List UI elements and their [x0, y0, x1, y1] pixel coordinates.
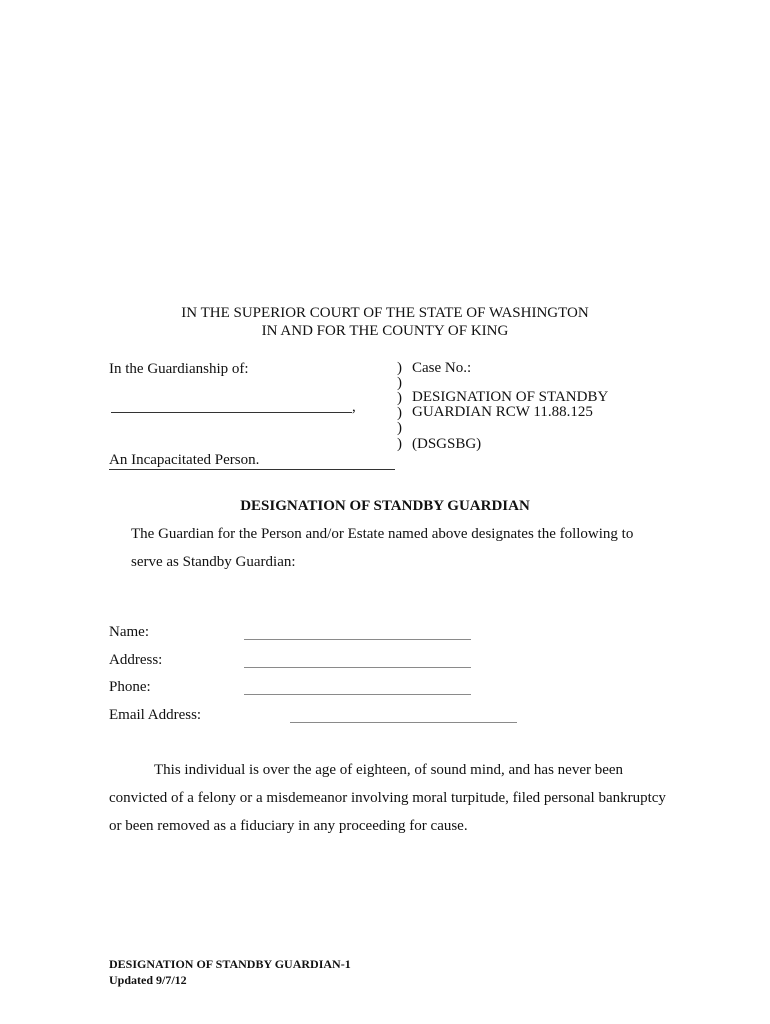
case-title-line-1: DESIGNATION OF STANDBY — [412, 389, 609, 405]
statement-line-3: or been removed as a fiduciary in any proceeding for cause. — [109, 818, 468, 834]
incapacitated-person-label: An Incapacitated Person. — [109, 452, 260, 468]
name-label: Name: — [109, 624, 149, 640]
intro-line-2: serve as Standby Guardian: — [131, 554, 296, 570]
case-number-label: Case No.: — [412, 360, 472, 376]
email-label: Email Address: — [109, 707, 202, 723]
caption-paren-3: ) — [397, 390, 402, 406]
intro-line-1: The Guardian for the Person and/or Estate named above designates the following to — [131, 526, 634, 542]
caption-paren-1: ) — [397, 360, 402, 376]
caption-paren-6: ) — [397, 436, 402, 452]
caption-bottom-rule — [109, 469, 395, 470]
caption-paren-4: ) — [397, 405, 402, 421]
document-heading: DESIGNATION OF STANDBY GUARDIAN — [240, 498, 530, 514]
court-name-line-1: IN THE SUPERIOR COURT OF THE STATE OF WASHINGTON — [181, 305, 589, 321]
ward-name-comma: , — [352, 399, 356, 415]
address-field-line[interactable] — [244, 667, 471, 668]
phone-field-line[interactable] — [244, 694, 471, 695]
form-code: (DSGSBG) — [412, 436, 482, 452]
footer-updated-date: Updated 9/7/12 — [109, 973, 187, 987]
court-name-line-2: IN AND FOR THE COUNTY OF KING — [261, 323, 509, 339]
ward-name-line — [111, 412, 352, 413]
phone-label: Phone: — [109, 679, 151, 695]
address-label: Address: — [109, 652, 163, 668]
caption-paren-5: ) — [397, 420, 402, 436]
footer-title: DESIGNATION OF STANDBY GUARDIAN-1 — [109, 957, 351, 971]
case-title-line-2: GUARDIAN RCW 11.88.125 — [412, 404, 593, 420]
email-field-line[interactable] — [290, 722, 517, 723]
statement-line-1: This individual is over the age of eighteen, of sound mind, and has never been — [154, 762, 624, 778]
guardianship-label: In the Guardianship of: — [109, 361, 249, 377]
statement-line-2: convicted of a felony or a misdemeanor involving moral turpitude, filed personal bankruptcy — [109, 790, 666, 806]
caption-paren-2: ) — [397, 375, 402, 391]
name-field-line[interactable] — [244, 639, 471, 640]
